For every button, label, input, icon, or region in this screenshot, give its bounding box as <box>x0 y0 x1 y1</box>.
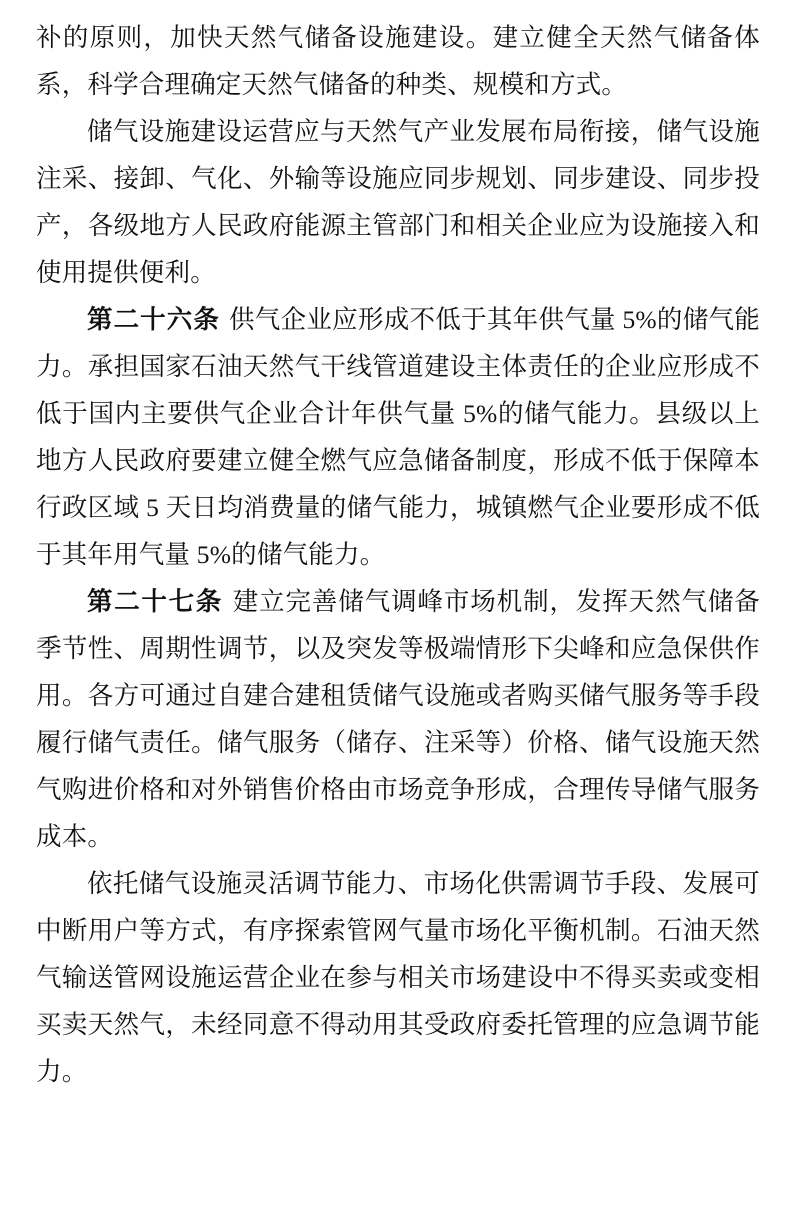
article-label-26: 第二十六条 <box>87 305 220 334</box>
paragraph-continued: 补的原则，加快天然气储备设施建设。建立健全天然气储备体系，科学合理确定天然气储备的种类、规模和方式。 <box>36 23 760 99</box>
paragraph-article-26 <box>36 296 760 578</box>
article-27-text: 建立完善储气调峰市场机制，发挥天然气储备季节性、周期性调节，以及突发等极端情形下尖峰和应急保供作用。各方可通过自建合建租赁储气设施或者购买储气服务等手段履行储气责任。储气服务（储存、注采等）价格、储气设施天然气购进价格和对外销售价格由市场竞争形成，合理传导储气服务成本。 <box>36 587 760 851</box>
paragraph-article-27 <box>36 578 760 860</box>
paragraph-market-balancing: 依托储气设施灵活调节能力、市场化供需调节手段、发展可中断用户等方式，有序探索管网气量市场化平衡机制。石油天然气输送管网设施运营企业在参与相关市场建设中不得买卖或变相买卖天然气，未经同意不得动用其受政府委托管理的应急调节能力。 <box>36 869 760 1086</box>
article-26-text: 供气企业应形成不低于其年供气量 5%的储气能力。承担国家石油天然气干线管道建设主体责任的企业应形成不低于国内主要供气企业合计年供气量 5%的储气能力。县级以上地方人民政府要建立健全燃气应急储备制度，形成不低于保障本行政区域 5 天日均消费量的储气能力，城镇燃气企业要形成不低于其年用气量 5%的储气能力。 <box>36 305 760 569</box>
document-body <box>36 14 760 1095</box>
paragraph-storage-facility-construction: 储气设施建设运营应与天然气产业发展布局衔接，储气设施注采、接卸、气化、外输等设施应同步规划、同步建设、同步投产，各级地方人民政府能源主管部门和相关企业应为设施接入和使用提供便利。 <box>36 117 760 287</box>
article-label-27: 第二十七条 <box>87 587 223 616</box>
